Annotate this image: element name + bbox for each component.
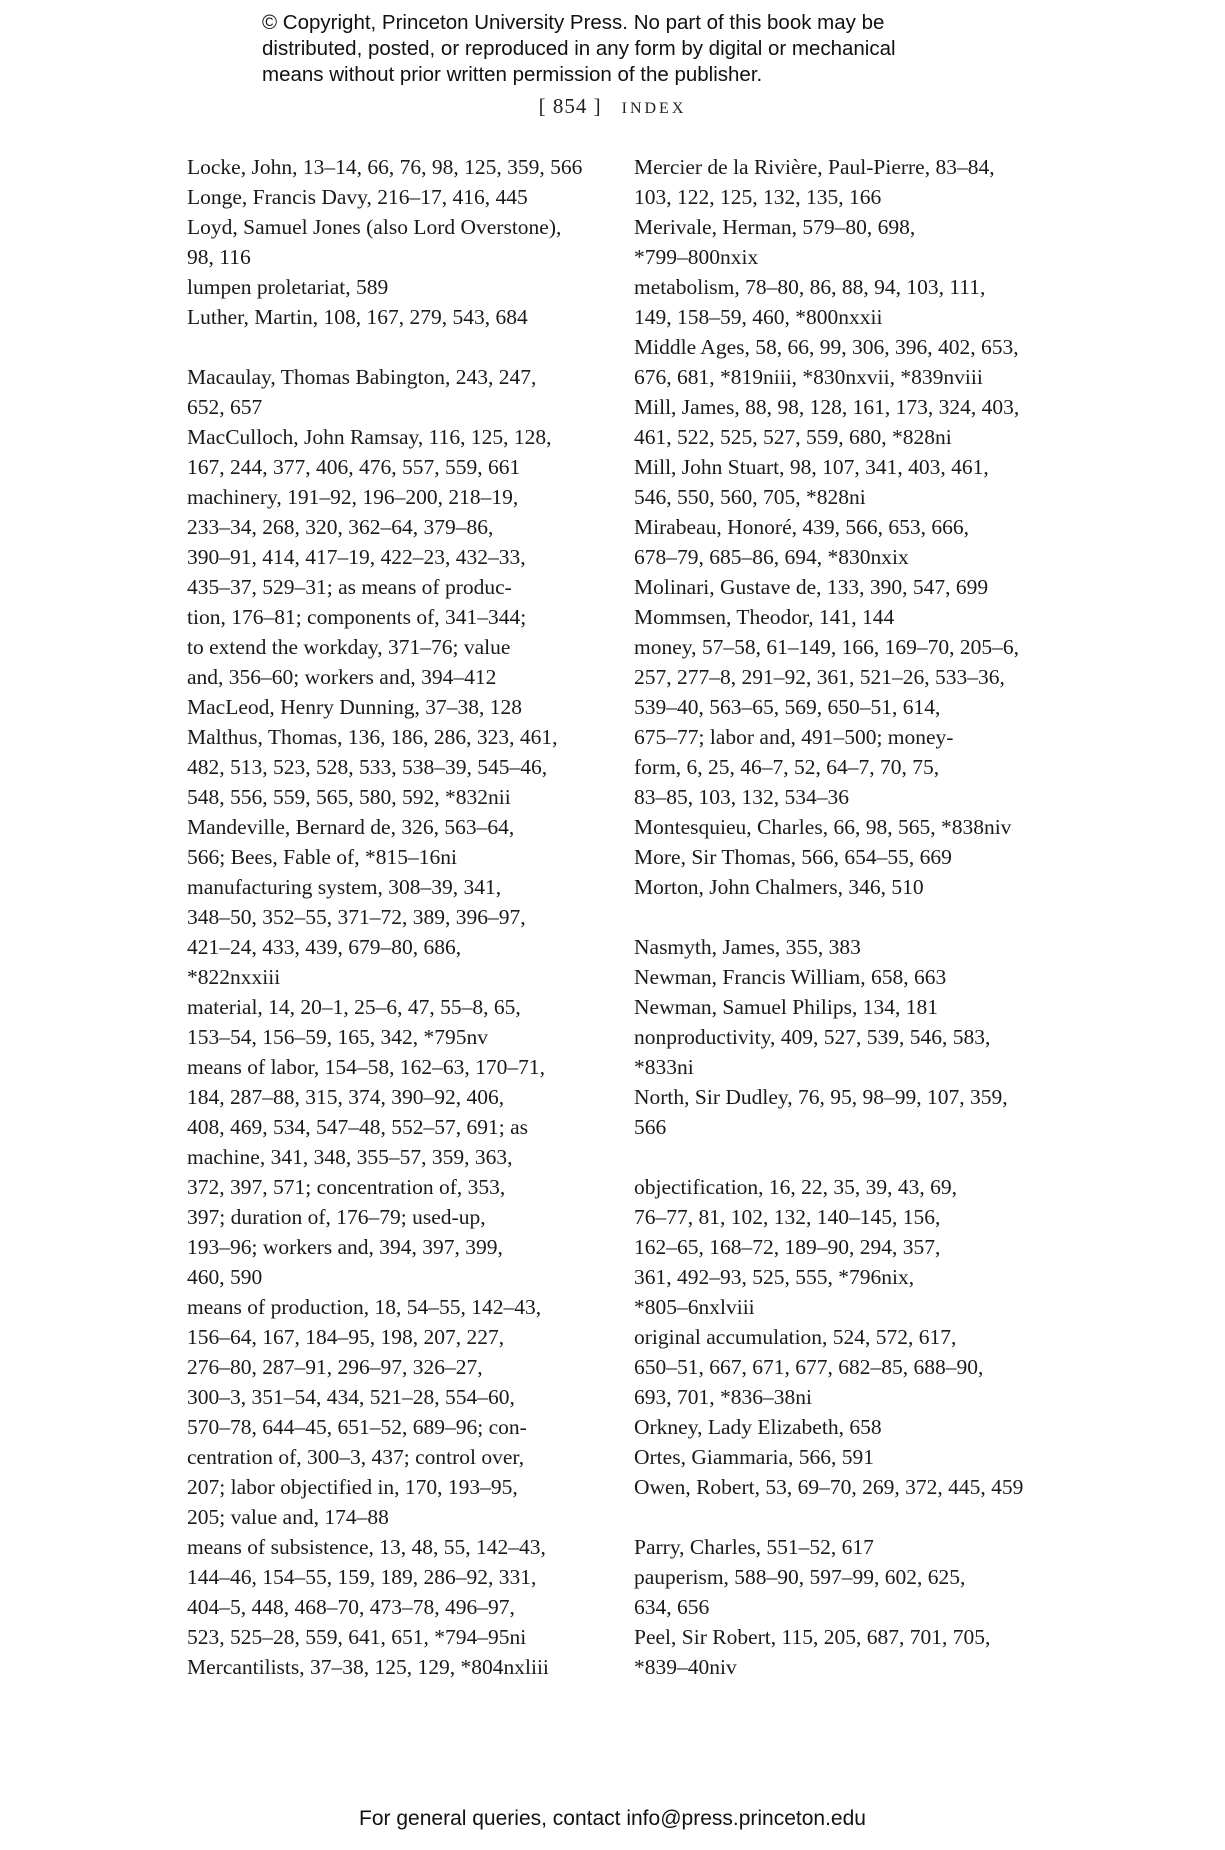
index-entry-line: 652, 657 [187,395,263,419]
index-entry [634,812,1054,842]
index-entry [634,1172,1054,1322]
index-entry-line: 675–77; labor and, 491–500; money- [634,725,954,749]
index-entry-line: Macaulay, Thomas Babington, 243, 247, [187,365,537,389]
index-entry-line: 676, 681, *819niii, *830nxvii, *839nviii [634,365,983,389]
index-entry-line: 421–24, 433, 439, 679–80, 686, [187,935,462,959]
index-entry-line: 184, 287–88, 315, 374, 390–92, 406, [187,1085,505,1109]
index-entry-line: 566 [634,1115,667,1139]
letter-section-gap [634,902,1054,932]
index-entry [634,512,1054,572]
index-entry-line: 300–3, 351–54, 434, 521–28, 554–60, [187,1385,515,1409]
index-entry-line: Middle Ages, 58, 66, 99, 306, 396, 402, 653, [634,335,1019,359]
index-entry-line: 144–46, 154–55, 159, 189, 286–92, 331, [187,1565,537,1589]
index-entry-line: 276–80, 287–91, 296–97, 326–27, [187,1355,483,1379]
footer-text: For general queries, contact info@press.princeton.edu [359,1807,866,1830]
index-entry-line: Locke, John, 13–14, 66, 76, 98, 125, 359, 566 [187,155,583,179]
index-entry [187,362,607,422]
index-entry-line: *799–800nxix [634,245,759,269]
index-entry-line: manufacturing system, 308–39, 341, [187,875,502,899]
index-entry-line: 548, 556, 559, 565, 580, 592, *832nii [187,785,511,809]
index-entry [187,272,607,302]
index-entry [187,152,607,182]
index-entry-line: nonproductivity, 409, 527, 539, 546, 583, [634,1025,991,1049]
index-entry-line: 193–96; workers and, 394, 397, 399, [187,1235,503,1259]
index-entry-line: pauperism, 588–90, 597–99, 602, 625, [634,1565,966,1589]
index-entry-line: 149, 158–59, 460, *800nxxii [634,305,883,329]
index-column-left [187,152,607,1682]
index-entry-line: 76–77, 81, 102, 132, 140–145, 156, [634,1205,941,1229]
index-entry-line: Ortes, Giammaria, 566, 591 [634,1445,875,1469]
index-entry-line: Molinari, Gustave de, 133, 390, 547, 699 [634,575,989,599]
index-entry-line: 539–40, 563–65, 569, 650–51, 614, [634,695,941,719]
index-entry-line: *833ni [634,1055,694,1079]
index-column-right [634,152,1054,1682]
index-entry [187,872,607,992]
index-entry-line: 570–78, 644–45, 651–52, 689–96; con- [187,1415,527,1439]
index-entry [187,182,607,212]
index-entry-line: 523, 525–28, 559, 641, 651, *794–95ni [187,1625,527,1649]
index-entry [187,422,607,482]
index-entry [187,812,607,872]
index-entry-line: lumpen proletariat, 589 [187,275,389,299]
index-entry-line: 435–37, 529–31; as means of produc- [187,575,512,599]
index-entry-line: 205; value and, 174–88 [187,1505,389,1529]
index-entry-line: Parry, Charles, 551–52, 617 [634,1535,874,1559]
index-entry-line: Mill, John Stuart, 98, 107, 341, 403, 461, [634,455,989,479]
index-entry-line: 372, 397, 571; concentration of, 353, [187,1175,506,1199]
index-entry [634,1472,1054,1502]
index-entry [634,632,1054,812]
index-entry [634,602,1054,632]
index-entry-line: 348–50, 352–55, 371–72, 389, 396–97, [187,905,526,929]
index-entry-line: 678–79, 685–86, 694, *830nxix [634,545,909,569]
index-entry-line: 634, 656 [634,1595,710,1619]
index-entry-line: Owen, Robert, 53, 69–70, 269, 372, 445, 459 [634,1475,1024,1499]
index-entry [187,1052,607,1292]
index-entry-line: original accumulation, 524, 572, 617, [634,1325,957,1349]
index-entry-line: Mercier de la Rivière, Paul-Pierre, 83–84, [634,155,995,179]
index-entry-line: Mandeville, Bernard de, 326, 563–64, [187,815,515,839]
index-entry-line: 546, 550, 560, 705, *828ni [634,485,866,509]
index-entry-line: More, Sir Thomas, 566, 654–55, 669 [634,845,952,869]
index-entry [634,962,1054,992]
index-entry-line: material, 14, 20–1, 25–6, 47, 55–8, 65, [187,995,521,1019]
index-entry-line: 153–54, 156–59, 165, 342, *795nv [187,1025,488,1049]
index-entry-line: 361, 492–93, 525, 555, *796nix, [634,1265,915,1289]
index-entry-line: 461, 522, 525, 527, 559, 680, *828ni [634,425,952,449]
letter-section-gap [187,332,607,362]
index-entry-line: to extend the workday, 371–76; value [187,635,511,659]
index-entry-line: 693, 701, *836–38ni [634,1385,812,1409]
index-entry-line: Newman, Samuel Philips, 134, 181 [634,995,938,1019]
index-entry-line: and, 356–60; workers and, 394–412 [187,665,497,689]
index-entry-line: centration of, 300–3, 437; control over, [187,1445,525,1469]
index-entry-line: 98, 116 [187,245,251,269]
index-entry-line: means of labor, 154–58, 162–63, 170–71, [187,1055,546,1079]
index-entry-line: tion, 176–81; components of, 341–344; [187,605,527,629]
letter-section-gap [634,1502,1054,1532]
index-entry-line: form, 6, 25, 46–7, 52, 64–7, 70, 75, [634,755,940,779]
index-entry [187,1532,607,1652]
copyright-notice [262,10,1022,88]
index-entry-line: 566; Bees, Fable of, *815–16ni [187,845,457,869]
index-entry-line: Mirabeau, Honoré, 439, 566, 653, 666, [634,515,969,539]
index-entry [634,992,1054,1022]
index-entry [187,1652,607,1682]
index-entry [634,212,1054,272]
index-entry [187,692,607,722]
index-entry-line: Peel, Sir Robert, 115, 205, 687, 701, 705, [634,1625,991,1649]
index-entry-line: Morton, John Chalmers, 346, 510 [634,875,924,899]
index-entry-line: machinery, 191–92, 196–200, 218–19, [187,485,519,509]
index-entry-line: MacCulloch, John Ramsay, 116, 125, 128, [187,425,552,449]
index-entry-line: metabolism, 78–80, 86, 88, 94, 103, 111, [634,275,986,299]
index-entry [634,1532,1054,1562]
index-entry [634,1322,1054,1412]
index-entry-line: 460, 590 [187,1265,263,1289]
index-entry [187,482,607,692]
index-entry-line: 162–65, 168–72, 189–90, 294, 357, [634,1235,941,1259]
index-entry [187,1292,607,1532]
index-entry-line: North, Sir Dudley, 76, 95, 98–99, 107, 359, [634,1085,1008,1109]
section-title: INDEX [621,100,687,117]
index-entry-line: Newman, Francis William, 658, 663 [634,965,947,989]
index-entry-line: 404–5, 448, 468–70, 473–78, 496–97, [187,1595,515,1619]
index-entry-line: Loyd, Samuel Jones (also Lord Overstone), [187,215,562,239]
index-entry-line: *822nxxiii [187,965,281,989]
index-entry-line: Mill, James, 88, 98, 128, 161, 173, 324, 403, [634,395,1020,419]
index-entry-line: Montesquieu, Charles, 66, 98, 565, *838niv [634,815,1012,839]
index-entry [187,722,607,812]
index-entry [634,392,1054,452]
page-number: [ 854 ] [538,94,602,118]
index-entry-line: 156–64, 167, 184–95, 198, 207, 227, [187,1325,505,1349]
index-entry-line: MacLeod, Henry Dunning, 37–38, 128 [187,695,522,719]
index-entry-line: 207; labor objectified in, 170, 193–95, [187,1475,518,1499]
index-entry-line: *839–40niv [634,1655,737,1679]
index-entry-line: Malthus, Thomas, 136, 186, 286, 323, 461, [187,725,558,749]
index-entry-line: 482, 513, 523, 528, 533, 538–39, 545–46, [187,755,548,779]
index-entry-line: 233–34, 268, 320, 362–64, 379–86, [187,515,494,539]
index-entry [634,842,1054,872]
index-entry-line: 408, 469, 534, 547–48, 552–57, 691; as [187,1115,529,1139]
index-entry-line: 397; duration of, 176–79; used-up, [187,1205,486,1229]
footer-contact [0,1806,1225,1832]
index-entry-line: objectification, 16, 22, 35, 39, 43, 69, [634,1175,958,1199]
index-entry [634,572,1054,602]
index-entry [634,152,1054,212]
index-entry-line: Merivale, Herman, 579–80, 698, [634,215,916,239]
index-entry-line: machine, 341, 348, 355–57, 359, 363, [187,1145,513,1169]
index-entry-line: 390–91, 414, 417–19, 422–23, 432–33, [187,545,526,569]
index-entry-line: Mommsen, Theodor, 141, 144 [634,605,895,629]
letter-section-gap [634,1142,1054,1172]
index-entry-line: Mercantilists, 37–38, 125, 129, *804nxliii [187,1655,549,1679]
index-entry [634,932,1054,962]
index-entry [634,332,1054,392]
index-entry-line: *805–6nxlviii [634,1295,755,1319]
index-entry [634,452,1054,512]
copyright-line: means without prior written permission of the publisher. [262,63,763,86]
index-entry [187,992,607,1052]
index-entry-line: Luther, Martin, 108, 167, 279, 543, 684 [187,305,528,329]
index-entry-line: Orkney, Lady Elizabeth, 658 [634,1415,882,1439]
index-entry [187,212,607,272]
index-entry [634,272,1054,332]
index-entry [634,1622,1054,1682]
index-entry-line: 167, 244, 377, 406, 476, 557, 559, 661 [187,455,521,479]
copyright-line: distributed, posted, or reproduced in any form by digital or mechanical [262,37,896,60]
index-entry [634,1442,1054,1472]
index-entry [634,872,1054,902]
index-entry-line: 257, 277–8, 291–92, 361, 521–26, 533–36, [634,665,1005,689]
index-entry-line: Nasmyth, James, 355, 383 [634,935,861,959]
index-entry-line: means of production, 18, 54–55, 142–43, [187,1295,542,1319]
index-entry-line: money, 57–58, 61–149, 166, 169–70, 205–6, [634,635,1019,659]
index-entry [634,1022,1054,1082]
index-entry-line: 83–85, 103, 132, 534–36 [634,785,849,809]
copyright-line: © Copyright, Princeton University Press. No part of this book may be [262,11,885,34]
index-entry [634,1412,1054,1442]
index-entry-line: Longe, Francis Davy, 216–17, 416, 445 [187,185,528,209]
index-entry-line: 103, 122, 125, 132, 135, 166 [634,185,882,209]
running-head [0,93,1225,122]
index-entry-line: 650–51, 667, 671, 677, 682–85, 688–90, [634,1355,984,1379]
index-entry [187,302,607,332]
index-entry [634,1082,1054,1142]
index-entry-line: means of subsistence, 13, 48, 55, 142–43, [187,1535,546,1559]
index-entry [634,1562,1054,1622]
